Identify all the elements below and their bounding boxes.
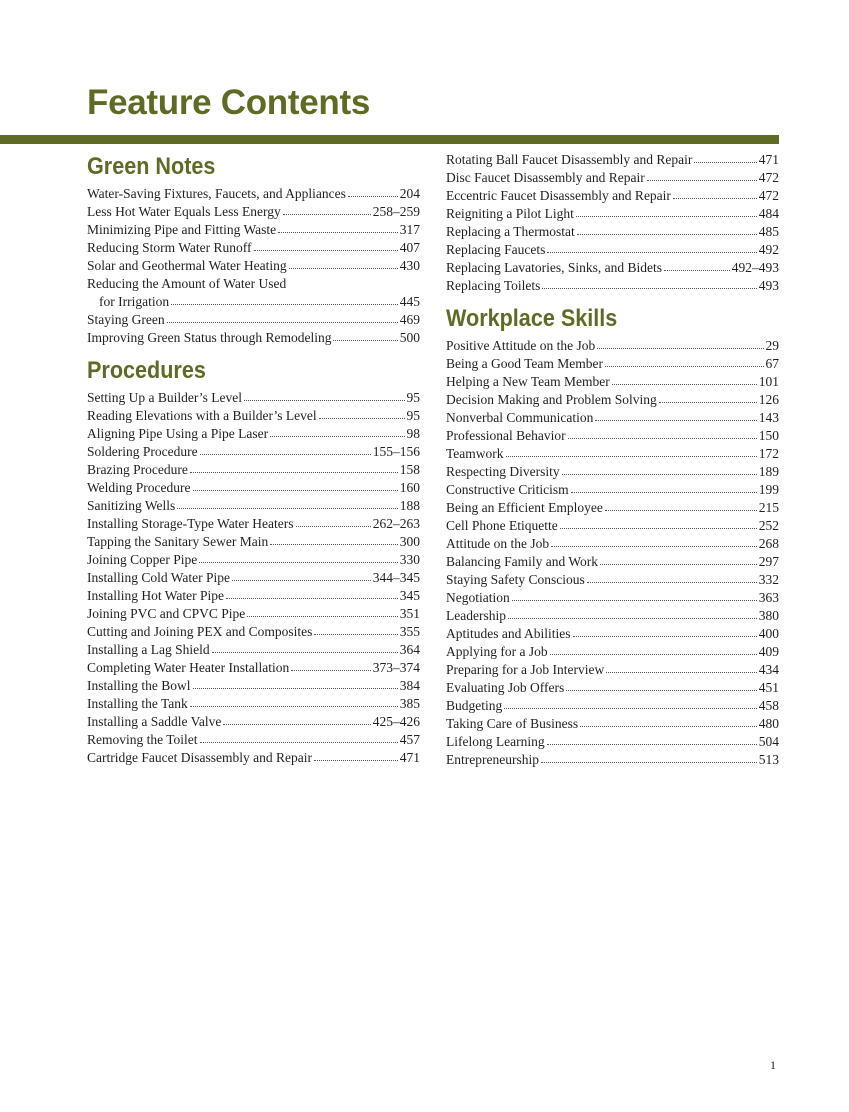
toc-entry — [87, 533, 420, 551]
entry-page: 345 — [399, 588, 420, 603]
procedures-list — [87, 389, 420, 767]
entry-page: 252 — [758, 518, 779, 533]
toc-entry — [87, 623, 420, 641]
dot-leader — [506, 446, 757, 458]
toc-entry — [87, 407, 420, 425]
dot-leader — [576, 206, 757, 218]
toc-entry — [87, 731, 420, 749]
dot-leader — [232, 570, 371, 582]
toc-entry — [446, 643, 779, 661]
dot-leader — [562, 464, 757, 476]
entry-page: 457 — [399, 732, 420, 747]
toc-entry — [446, 751, 779, 769]
section-green-notes — [87, 151, 420, 347]
dot-leader — [177, 498, 397, 510]
dot-leader — [508, 608, 757, 620]
entry-page: 332 — [758, 572, 779, 587]
entry-page: 172 — [758, 446, 779, 461]
entry-page: 199 — [758, 482, 779, 497]
entry-page: 500 — [399, 330, 420, 345]
entry-page: 492–493 — [731, 260, 779, 275]
entry-title: Reducing Storm Water Runoff — [87, 240, 252, 255]
entry-title: Entrepreneurship — [446, 752, 539, 767]
dot-leader — [190, 462, 398, 474]
dot-leader — [348, 186, 398, 198]
dot-leader — [580, 716, 757, 728]
entry-title: Attitude on the Job — [446, 536, 550, 551]
toc-entry — [446, 607, 779, 625]
entry-title: Reigniting a Pilot Light — [446, 206, 574, 221]
section-heading-workplace-skills: Workplace Skills — [446, 305, 618, 332]
dot-leader — [291, 660, 371, 672]
entry-title: Being an Efficient Employee — [446, 500, 603, 515]
toc-entry — [87, 713, 420, 731]
entry-page: 385 — [399, 696, 420, 711]
entry-title: Brazing Procedure — [87, 462, 188, 477]
section-procedures — [87, 355, 420, 767]
toc-entry — [446, 535, 779, 553]
entry-page: 458 — [758, 698, 779, 713]
entry-page: 344–345 — [372, 570, 420, 585]
entry-title: Sanitizing Wells — [87, 498, 176, 513]
toc-entry — [87, 443, 420, 461]
procedures-list-continued — [446, 151, 779, 295]
toc-entry — [446, 715, 779, 733]
entry-title: Replacing Faucets — [446, 242, 546, 257]
entry-page: 471 — [758, 152, 779, 167]
dot-leader — [568, 428, 757, 440]
entry-page: 364 — [399, 642, 420, 657]
dot-leader — [566, 680, 757, 692]
dot-leader — [612, 374, 757, 386]
dot-leader — [664, 260, 730, 272]
toc-entry — [87, 329, 420, 347]
dot-leader — [541, 752, 757, 764]
entry-page: 409 — [758, 644, 779, 659]
toc-entry — [446, 355, 779, 373]
entry-title: Joining Copper Pipe — [87, 552, 198, 567]
toc-entry — [446, 553, 779, 571]
entry-page: 373–374 — [372, 660, 420, 675]
entry-title: Cartridge Faucet Disassembly and Repair — [87, 750, 312, 765]
entry-page: 189 — [758, 464, 779, 479]
dot-leader — [606, 662, 757, 674]
toc-entry — [87, 425, 420, 443]
dot-leader — [319, 408, 405, 420]
dot-leader — [254, 240, 398, 252]
entry-page: 430 — [399, 258, 420, 273]
dot-leader — [333, 330, 397, 342]
toc-entry — [446, 259, 779, 277]
entry-title: Lifelong Learning — [446, 734, 545, 749]
dot-leader — [512, 590, 757, 602]
entry-title: Respecting Diversity — [446, 464, 560, 479]
entry-page: 472 — [758, 170, 779, 185]
toc-entry — [87, 389, 420, 407]
dot-leader — [314, 624, 397, 636]
entry-page: 297 — [758, 554, 779, 569]
dot-leader — [504, 698, 757, 710]
entry-page: 380 — [758, 608, 779, 623]
entry-title: Installing Storage-Type Water Heaters — [87, 516, 294, 531]
dot-leader — [587, 572, 757, 584]
toc-entry — [87, 515, 420, 533]
toc-entry — [87, 185, 420, 203]
entry-title: Water-Saving Fixtures, Faucets, and Appliances — [87, 186, 346, 201]
dot-leader — [560, 518, 757, 530]
entry-title: Aptitudes and Abilities — [446, 626, 571, 641]
dot-leader — [193, 678, 398, 690]
workplace-skills-list — [446, 337, 779, 769]
entry-page: 384 — [399, 678, 420, 693]
dot-leader — [542, 278, 756, 290]
entry-title: Preparing for a Job Interview — [446, 662, 605, 677]
entry-page: 150 — [758, 428, 779, 443]
entry-title: Setting Up a Builder’s Level — [87, 390, 242, 405]
toc-entry — [446, 223, 779, 241]
dot-leader — [212, 642, 398, 654]
dot-leader — [190, 696, 398, 708]
dot-leader — [659, 392, 757, 404]
toc-entry — [446, 679, 779, 697]
entry-page: 158 — [399, 462, 420, 477]
entry-title: Replacing a Thermostat — [446, 224, 575, 239]
entry-title: Soldering Procedure — [87, 444, 198, 459]
entry-page: 126 — [758, 392, 779, 407]
toc-entry — [446, 445, 779, 463]
toc-entry — [446, 517, 779, 535]
toc-entry — [87, 677, 420, 695]
dot-leader — [244, 390, 405, 402]
entry-title: Tapping the Sanitary Sewer Main — [87, 534, 269, 549]
entry-title: Less Hot Water Equals Less Energy — [87, 204, 281, 219]
toc-entry — [87, 203, 420, 221]
entry-title: Rotating Ball Faucet Disassembly and Repair — [446, 152, 693, 167]
toc-entry — [87, 587, 420, 605]
entry-title: Installing the Tank — [87, 696, 188, 711]
toc-entry — [446, 427, 779, 445]
entry-title: Replacing Lavatories, Sinks, and Bidets — [446, 260, 662, 275]
entry-page: 204 — [399, 186, 420, 201]
dot-leader — [550, 644, 757, 656]
entry-page: 95 — [406, 408, 420, 423]
toc-entry — [87, 311, 420, 329]
toc-entry — [87, 569, 420, 587]
toc-entry — [446, 241, 779, 259]
entry-page: 67 — [765, 356, 779, 371]
dot-leader — [595, 410, 756, 422]
left-column — [87, 151, 420, 767]
entry-title: Joining PVC and CPVC Pipe — [87, 606, 246, 621]
entry-title: Budgeting — [446, 698, 503, 713]
entry-title: Being a Good Team Member — [446, 356, 604, 371]
toc-entry-continuation — [87, 293, 420, 311]
section-workplace-skills — [446, 303, 779, 769]
toc-entry — [446, 205, 779, 223]
toc-entry — [87, 221, 420, 239]
dot-leader — [283, 204, 371, 216]
toc-entry — [446, 589, 779, 607]
toc-entry — [446, 733, 779, 751]
entry-page: 471 — [399, 750, 420, 765]
entry-page: 258–259 — [372, 204, 420, 219]
toc-entry — [446, 499, 779, 517]
dot-leader — [573, 626, 757, 638]
toc-entry — [87, 641, 420, 659]
entry-page: 98 — [406, 426, 420, 441]
toc-entry — [87, 695, 420, 713]
dot-leader — [270, 534, 397, 546]
entry-page: 513 — [758, 752, 779, 767]
entry-page: 363 — [758, 590, 779, 605]
entry-page: 143 — [758, 410, 779, 425]
entry-page: 451 — [758, 680, 779, 695]
section-heading-procedures: Procedures — [87, 357, 206, 384]
entry-page: 407 — [399, 240, 420, 255]
toc-entry — [446, 391, 779, 409]
entry-page: 268 — [758, 536, 779, 551]
toc-entry — [87, 497, 420, 515]
toc-entry — [87, 605, 420, 623]
dot-leader — [167, 312, 398, 324]
toc-entry — [446, 481, 779, 499]
entry-title: Installing a Lag Shield — [87, 642, 210, 657]
page-title: Feature Contents — [87, 83, 371, 122]
entry-page: 484 — [758, 206, 779, 221]
entry-title-continuation: for Irrigation — [99, 294, 170, 309]
entry-title: Completing Water Heater Installation — [87, 660, 290, 675]
dot-leader — [647, 170, 757, 182]
entry-title: Disc Faucet Disassembly and Repair — [446, 170, 645, 185]
dot-leader — [600, 554, 757, 566]
entry-title: Installing Cold Water Pipe — [87, 570, 231, 585]
entry-page: 485 — [758, 224, 779, 239]
entry-title: Positive Attitude on the Job — [446, 338, 596, 353]
entry-title: Solar and Geothermal Water Heating — [87, 258, 287, 273]
dot-leader — [171, 294, 398, 306]
toc-entry — [87, 275, 420, 293]
toc-entry — [446, 661, 779, 679]
toc-entry — [87, 239, 420, 257]
dot-leader — [270, 426, 404, 438]
toc-entry — [446, 169, 779, 187]
entry-page: 188 — [399, 498, 420, 513]
entry-title: Taking Care of Business — [446, 716, 579, 731]
entry-page: 434 — [758, 662, 779, 677]
section-procedures-continued — [446, 151, 779, 295]
entry-title: Professional Behavior — [446, 428, 566, 443]
entry-page: 101 — [758, 374, 779, 389]
entry-title: Constructive Criticism — [446, 482, 569, 497]
entry-title: Aligning Pipe Using a Pipe Laser — [87, 426, 269, 441]
dot-leader — [571, 482, 757, 494]
toc-entry — [446, 697, 779, 715]
entry-title: Improving Green Status through Remodeling — [87, 330, 332, 345]
dot-leader — [694, 152, 756, 164]
dot-leader — [200, 444, 371, 456]
entry-title: Eccentric Faucet Disassembly and Repair — [446, 188, 671, 203]
entry-page: 351 — [399, 606, 420, 621]
entry-page: 155–156 — [372, 444, 420, 459]
entry-page: 215 — [758, 500, 779, 515]
toc-entry — [446, 373, 779, 391]
entry-title: Installing a Saddle Valve — [87, 714, 222, 729]
toc-entry — [446, 463, 779, 481]
title-rule — [0, 135, 779, 144]
entry-title: Welding Procedure — [87, 480, 191, 495]
toc-entry — [446, 277, 779, 295]
entry-title: Nonverbal Communication — [446, 410, 594, 425]
entry-title: Removing the Toilet — [87, 732, 198, 747]
entry-page: 469 — [399, 312, 420, 327]
entry-title: Installing the Bowl — [87, 678, 191, 693]
dot-leader — [289, 258, 398, 270]
dot-leader — [200, 732, 398, 744]
toc-entry — [87, 659, 420, 677]
entry-title: Replacing Toilets — [446, 278, 541, 293]
dot-leader — [247, 606, 397, 618]
entry-page: 493 — [758, 278, 779, 293]
entry-title: Teamwork — [446, 446, 504, 461]
entry-page: 425–426 — [372, 714, 420, 729]
entry-page: 317 — [399, 222, 420, 237]
entry-title: Reducing the Amount of Water Used — [87, 276, 287, 291]
toc-entry — [446, 151, 779, 169]
entry-title: Installing Hot Water Pipe — [87, 588, 225, 603]
entry-title: Cutting and Joining PEX and Composites — [87, 624, 313, 639]
entry-title: Balancing Family and Work — [446, 554, 599, 569]
dot-leader — [605, 500, 757, 512]
toc-entry — [87, 749, 420, 767]
entry-title: Minimizing Pipe and Fitting Waste — [87, 222, 277, 237]
entry-title: Cell Phone Etiquette — [446, 518, 558, 533]
dot-leader — [223, 714, 370, 726]
green-notes-list — [87, 185, 420, 347]
entry-page: 262–263 — [372, 516, 420, 531]
dot-leader — [673, 188, 757, 200]
entry-page: 355 — [399, 624, 420, 639]
dot-leader — [551, 536, 757, 548]
toc-entry — [87, 461, 420, 479]
entry-page: 95 — [406, 390, 420, 405]
entry-page: 445 — [399, 294, 420, 309]
toc-entry — [446, 571, 779, 589]
dot-leader — [226, 588, 398, 600]
dot-leader — [597, 338, 763, 350]
toc-entry — [87, 479, 420, 497]
entry-title: Negotiation — [446, 590, 510, 605]
entry-title: Decision Making and Problem Solving — [446, 392, 657, 407]
entry-title: Reading Elevations with a Builder’s Level — [87, 408, 317, 423]
toc-entry — [446, 625, 779, 643]
entry-page: 29 — [765, 338, 779, 353]
toc-entry — [446, 337, 779, 355]
toc-entry — [87, 257, 420, 275]
entry-page: 472 — [758, 188, 779, 203]
entry-page: 480 — [758, 716, 779, 731]
dot-leader — [314, 750, 398, 762]
entry-title: Leadership — [446, 608, 506, 623]
right-column — [446, 151, 779, 769]
entry-page: 504 — [758, 734, 779, 749]
dot-leader — [605, 356, 763, 368]
entry-page: 160 — [399, 480, 420, 495]
toc-entry — [446, 187, 779, 205]
dot-leader — [278, 222, 398, 234]
entry-page: 400 — [758, 626, 779, 641]
entry-page: 300 — [399, 534, 420, 549]
entry-title: Helping a New Team Member — [446, 374, 610, 389]
toc-entry — [87, 551, 420, 569]
toc-entry — [446, 409, 779, 427]
entry-title: Applying for a Job — [446, 644, 548, 659]
dot-leader — [193, 480, 398, 492]
entry-page: 330 — [399, 552, 420, 567]
dot-leader — [296, 516, 371, 528]
entry-page: 492 — [758, 242, 779, 257]
entry-title: Staying Safety Conscious — [446, 572, 585, 587]
entry-title: Staying Green — [87, 312, 165, 327]
dot-leader — [547, 734, 757, 746]
dot-leader — [547, 242, 756, 254]
dot-leader — [199, 552, 398, 564]
dot-leader — [577, 224, 757, 236]
entry-title: Evaluating Job Offers — [446, 680, 565, 695]
section-heading-green-notes: Green Notes — [87, 153, 216, 180]
page-number: 1 — [770, 1058, 776, 1072]
